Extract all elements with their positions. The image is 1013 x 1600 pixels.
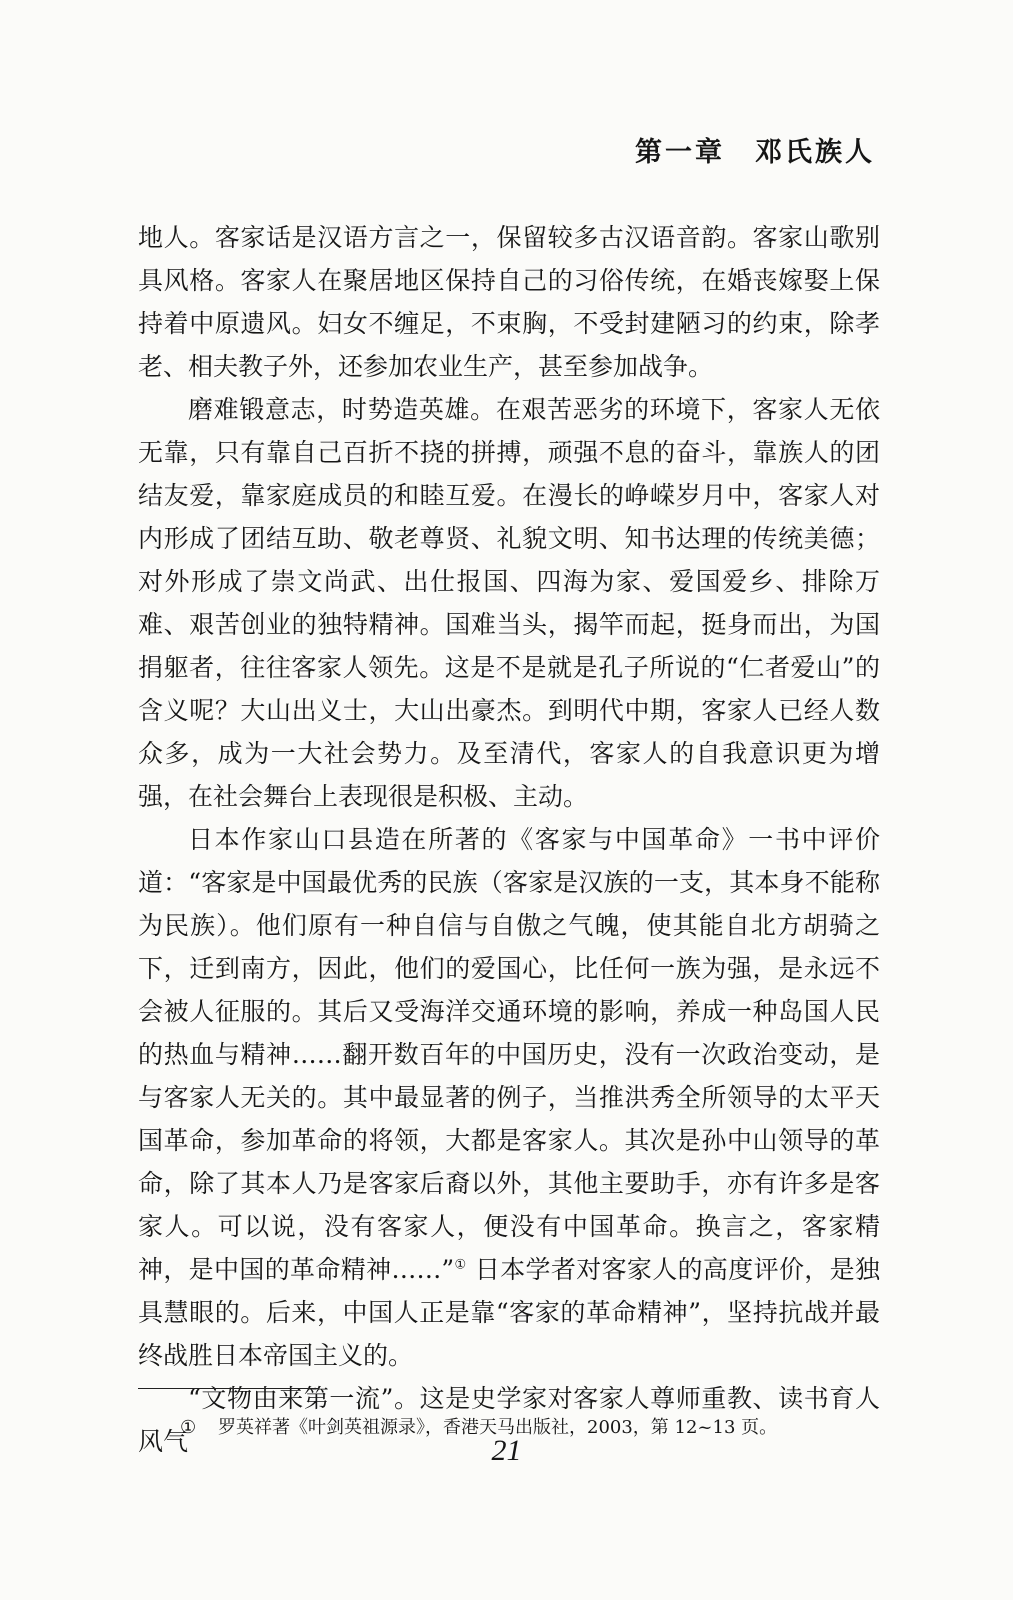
paragraph-3-continuation: 日本学者对客家人的高度评价，是独具慧眼的。后来，中国人正是靠“客家的革命精神”，坚持抗战并最终战胜日本帝国主义的。 bbox=[138, 1255, 880, 1370]
footnote-marker: ① bbox=[180, 1417, 197, 1438]
paragraph-1: 地人。客家话是汉语方言之一，保留较多古汉语音韵。客家山歌别具风格。客家人在聚居地区保持自己的习俗传统，在婚丧嫁娶上保持着中原遗风。妇女不缠足，不束胸，不受封建陋习的约束，除孝老、相夫教子外，还参加农业生产，甚至参加战争。 bbox=[138, 223, 880, 381]
footnote-divider bbox=[138, 1388, 319, 1389]
paragraph-3 bbox=[138, 818, 880, 1377]
paragraph-3-quote: 日本作家山口县造在所著的《客家与中国革命》一书中评价道：“客家是中国最优秀的民族（客家是汉族的一支，其本身不能称为民族）。他们原有一种自信与自傲之气魄，使其能自北方胡骑之下，迁到南方，因此，他们的爱国心，比任何一族为强，是永远不会被人征服的。其后又受海洋交通环境的影响，养成一种岛国人民的热血与精神……翻开数百年的中国历史，没有一次政治变动，是与客家人无关的。其中最显著的例子，当推洪秀全所领导的太平天国革命，参加革命的将领，大都是客家人。其次是孙中山领导的革命，除了其本人乃是客家后裔以外，其他主要助手，亦有许多是客家人。可以说，没有客家人，便没有中国革命。换言之，客家精神，是中国的革命精神……” bbox=[138, 825, 880, 1284]
body-text bbox=[138, 216, 880, 1463]
running-header bbox=[635, 130, 875, 169]
chapter-title: 邓氏族人 bbox=[755, 137, 875, 168]
paragraph-4: “文物由来第一流”。这是史学家对客家人尊师重教、读书育人风气 bbox=[138, 1384, 880, 1456]
paragraph-2: 磨难锻意志，时势造英雄。在艰苦恶劣的环境下，客家人无依无靠，只有靠自己百折不挠的拼搏，顽强不息的奋斗，靠族人的团结友爱，靠家庭成员的和睦互爱。在漫长的峥嵘岁月中，客家人对内形成了团结互助、敬老尊贤、礼貌文明、知书达理的传统美德；对外形成了崇文尚武、出仕报国、四海为家、爱国爱乡、排除万难、艰苦创业的独特精神。国难当头，揭竿而起，挺身而出，为国捐躯者，往往客家人领先。这是不是就是孔子所说的“仁者爱山”的含义呢？大山出义士，大山出豪杰。到明代中期，客家人已经人数众多，成为一大社会势力。及至清代，客家人的自我意识更为增强，在社会舞台上表现很是积极、主动。 bbox=[138, 395, 880, 811]
footnote-reference: ① bbox=[454, 1257, 467, 1273]
page-number: 21 bbox=[491, 1434, 522, 1467]
footnote-text: 罗英祥著《叶剑英祖源录》，香港天马出版社，2003，第 12~13 页。 bbox=[218, 1417, 778, 1438]
chapter-number: 第一章 bbox=[635, 137, 725, 168]
